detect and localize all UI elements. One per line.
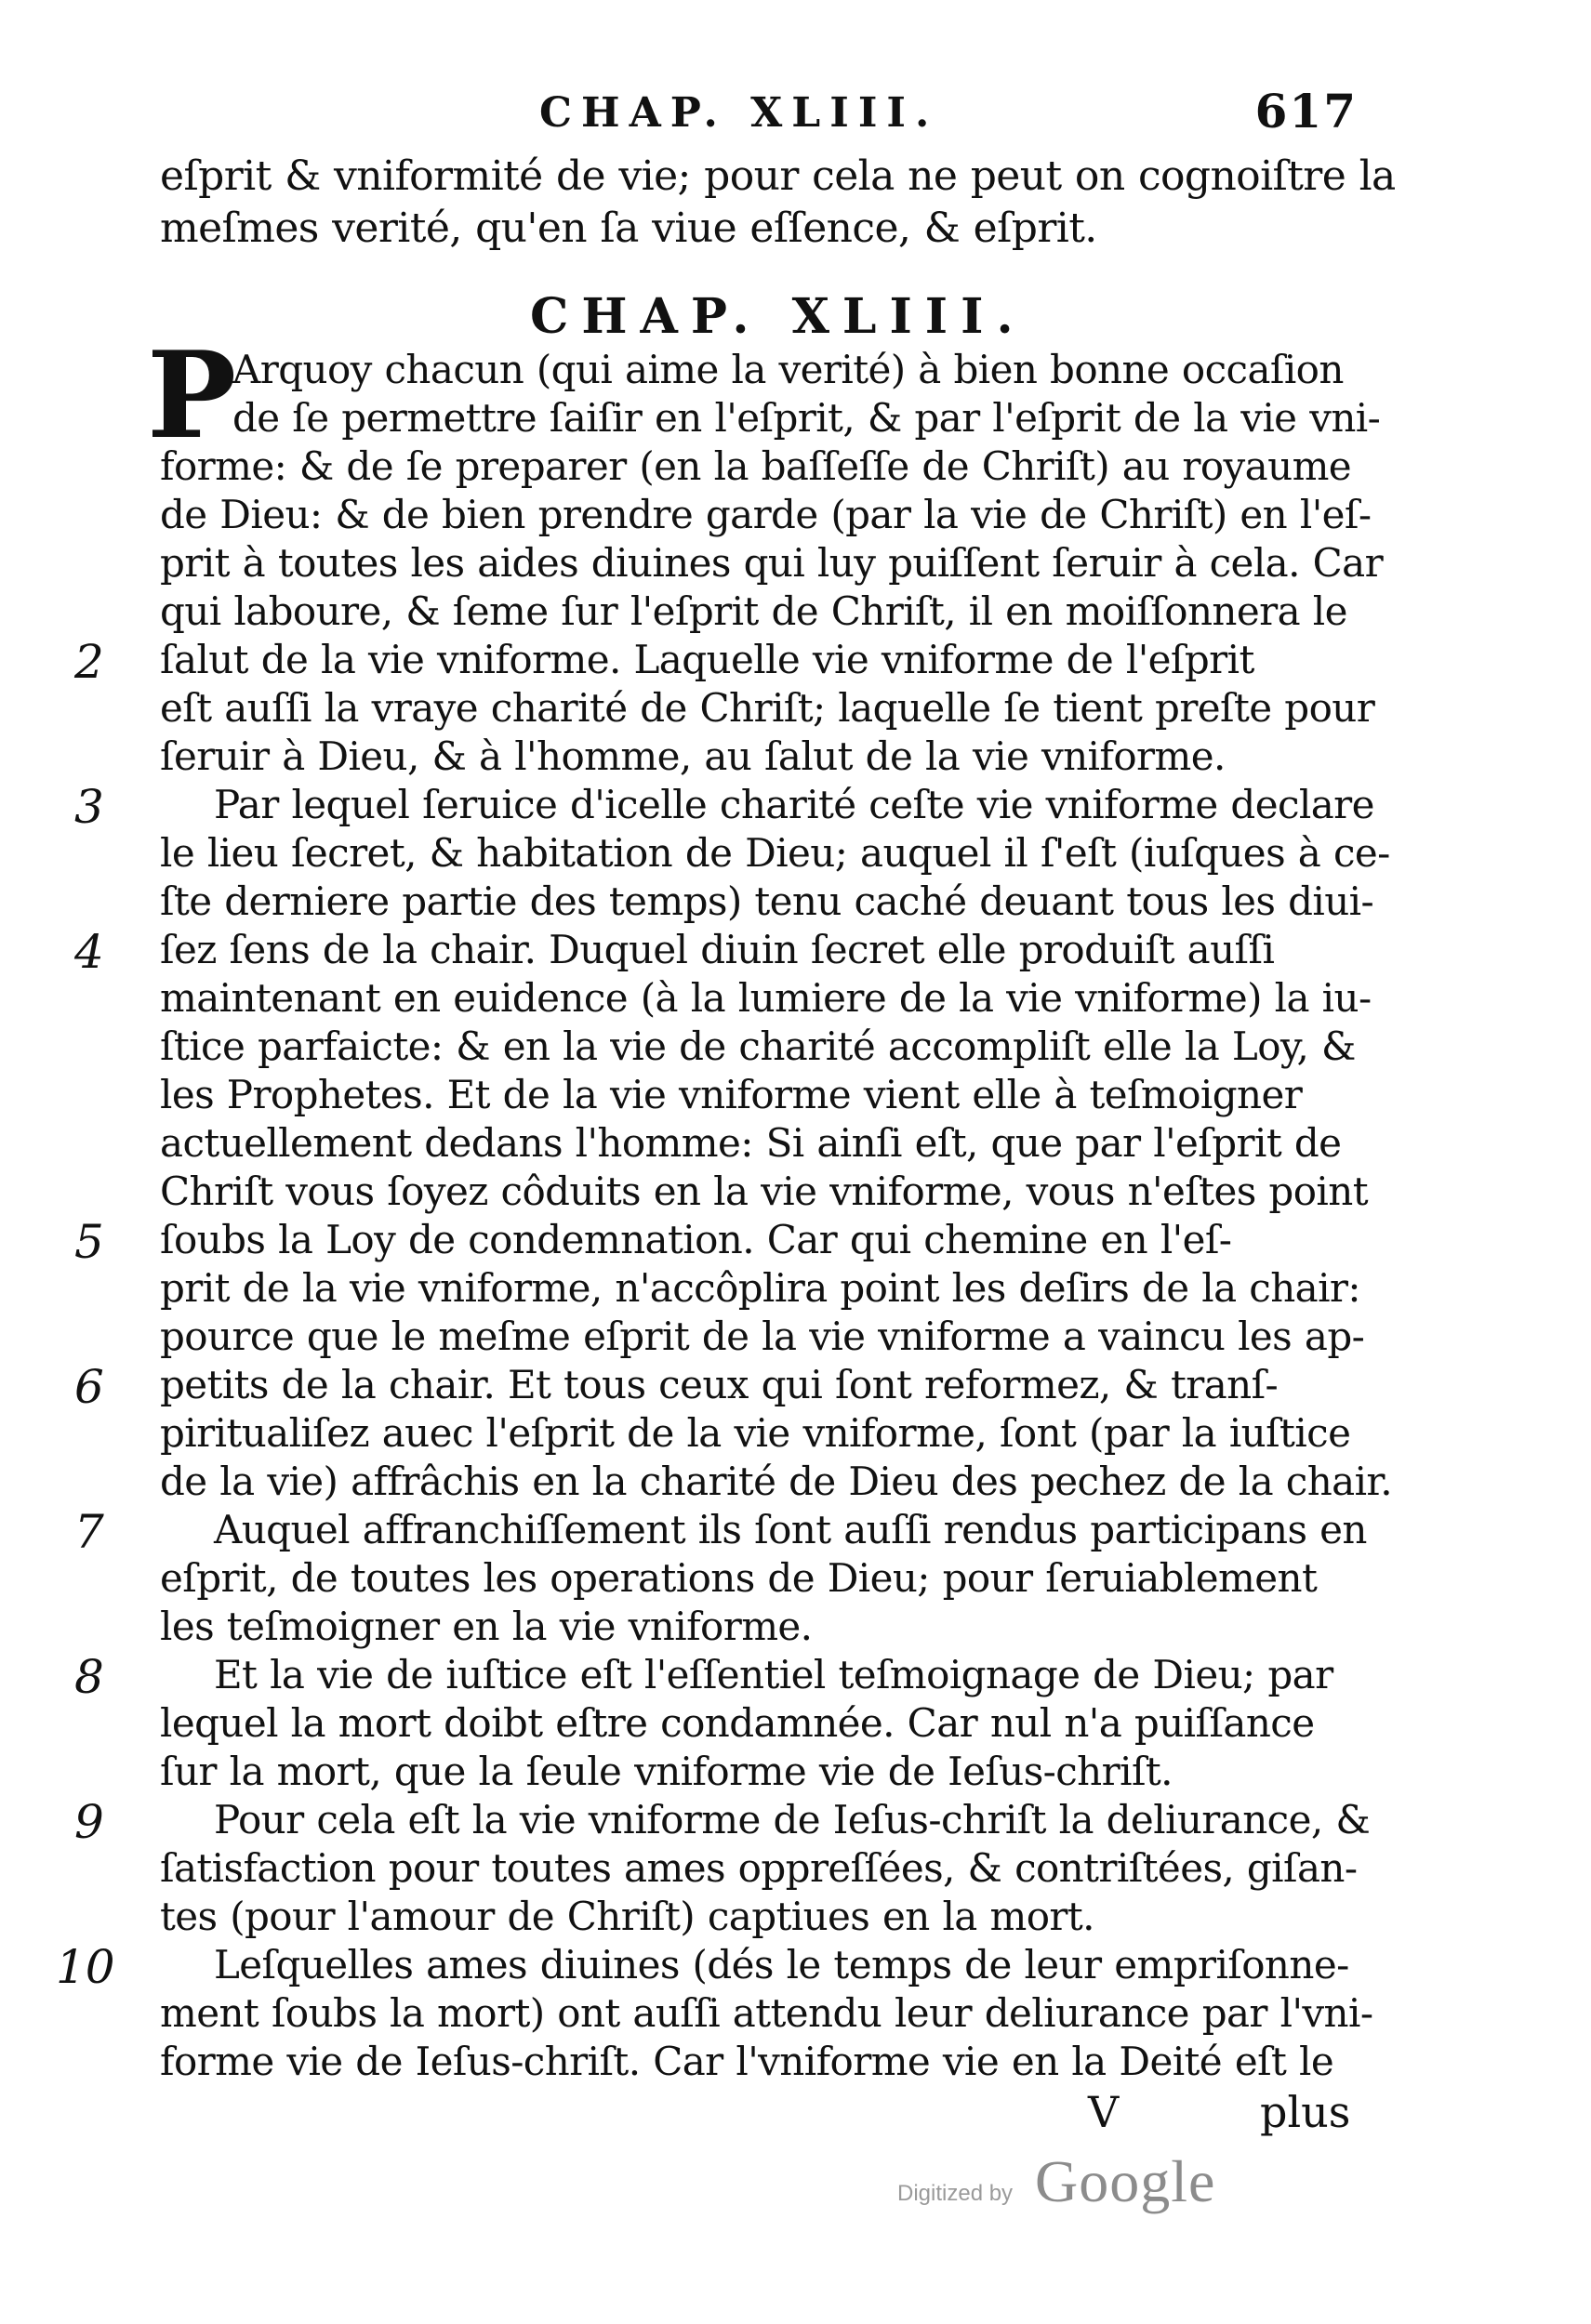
text-line: Auquel affranchiſſement ils ſont auſſi rendus participans en	[214, 1507, 1367, 1552]
text-line: Arquoy chacun (qui aime la verité) à bien bonne occaſion	[232, 347, 1344, 392]
text-line: le lieu ſecret, & habitation de Dieu; auquel il ſ'eſt (iuſques à ce-	[160, 830, 1390, 876]
text-line: de Dieu: & de bien prendre garde (par la vie de Chriſt) en l'eſ-	[160, 492, 1372, 537]
chapter-heading: CHAP. XLIII.	[530, 288, 1027, 345]
text-line: les Prophetes. Et de la vie vniforme vient elle à teſmoigner	[160, 1072, 1303, 1117]
text-line: eſt auſſi la vraye charité de Chriſt; laquelle ſe tient preſte pour	[160, 685, 1375, 731]
text-line: qui laboure, & ſeme ſur l'eſprit de Chriſt, il en moiſſonnera le	[160, 588, 1347, 634]
text-line: Leſquelles ames diuines (dés le temps de leur empriſonne-	[214, 1942, 1349, 1987]
text-line: de la vie) affrâchis en la charité de Dieu des pechez de la chair.	[160, 1459, 1393, 1504]
text-line: Et la vie de iuſtice eſt l'eſſentiel teſmoignage de Dieu; par	[214, 1652, 1333, 1697]
text-line: ſeruir à Dieu, & à l'homme, au ſalut de la vie vniforme.	[160, 733, 1226, 779]
page-number: 617	[1254, 84, 1358, 139]
text-line: petits de la chair. Et tous ceux qui ſont reformez, & tranſ-	[160, 1362, 1279, 1407]
text-line: ſez ſens de la chair. Duquel diuin ſecret elle produiſt auſſi	[160, 927, 1275, 972]
text-line: les teſmoigner en la vie vniforme.	[160, 1604, 813, 1649]
text-line: ſte derniere partie des temps) tenu caché deuant tous les diui-	[160, 878, 1374, 924]
running-title: CHAP. XLIII.	[539, 89, 939, 137]
text-line: prit à toutes les aides diuines qui luy puiſſent ſeruir à cela. Car	[160, 540, 1384, 586]
watermark-prefix: Digitized by	[897, 2181, 1014, 2206]
google-logo: Google	[1035, 2148, 1216, 2214]
text-line: eſprit & vniformité de vie; pour cela ne peut on cognoiſtre la	[160, 152, 1396, 200]
text-line: forme: & de ſe preparer (en la baſſeſſe de Chriſt) au royaume	[160, 443, 1352, 489]
drop-cap: P	[147, 326, 237, 466]
text-line: meſmes verité, qu'en ſa viue eſſence, & eſprit.	[160, 205, 1097, 252]
text-line: piritualiſez auec l'eſprit de la vie vniforme, ſont (par la iuſtice	[160, 1410, 1351, 1456]
verse-number: 8	[74, 1650, 104, 1704]
verse-number: 7	[74, 1505, 104, 1559]
text-line: Pour cela eſt la vie vniforme de Ieſus-chriſt la deliurance, &	[214, 1797, 1371, 1842]
text-line: ſatisfaction pour toutes ames oppreſſées, & contriſtées, giſan-	[160, 1845, 1358, 1891]
text-line: actuellement dedans l'homme: Si ainſi eſt, que par l'eſprit de	[160, 1120, 1342, 1166]
text-line: ſoubs la Loy de condemnation. Car qui chemine en l'eſ-	[160, 1217, 1232, 1262]
text-line: ment ſoubs la mort) ont auſſi attendu leur deliurance par l'vni-	[160, 1990, 1373, 2036]
text-line: prit de la vie vniforme, n'accôplira point les deſirs de la chair:	[160, 1265, 1360, 1311]
text-line: lequel la mort doibt eſtre condamnée. Car nul n'a puiſſance	[160, 1700, 1315, 1746]
text-line: forme vie de Ieſus-chriſt. Car l'vniforme vie en la Deité eſt le	[160, 2039, 1334, 2084]
text-line: ſtice parfaicte: & en la vie de charité accompliſt elle la Loy, &	[160, 1023, 1356, 1069]
verse-number: 10	[56, 1940, 115, 1994]
verse-number: 3	[74, 780, 104, 834]
signature-mark: V	[1088, 2087, 1120, 2137]
text-line: tes (pour l'amour de Chriſt) captiues en la mort.	[160, 1894, 1094, 1939]
text-line: maintenant en euidence (à la lumiere de la vie vniforme) la iu-	[160, 975, 1372, 1021]
text-line: ſalut de la vie vniforme. Laquelle vie vniforme de l'eſprit	[160, 637, 1254, 682]
digitization-watermark	[897, 2148, 1241, 2227]
text-line: Par lequel ſeruice d'icelle charité ceſte vie vniforme declare	[214, 782, 1374, 827]
text-line: de ſe permettre ſaiſir en l'eſprit, & par l'eſprit de la vie vni-	[232, 395, 1381, 441]
verse-number: 9	[74, 1795, 104, 1849]
text-line: Chriſt vous ſoyez côduits en la vie vniforme, vous n'eſtes point	[160, 1169, 1368, 1214]
text-line: eſprit, de toutes les operations de Dieu; pour ſeruiablement	[160, 1555, 1318, 1601]
verse-number: 5	[74, 1215, 104, 1269]
verse-number: 4	[74, 925, 104, 979]
running-head	[521, 84, 1358, 145]
verse-number: 2	[74, 635, 104, 689]
catchword: plus	[1260, 2087, 1351, 2137]
verse-number: 6	[74, 1360, 104, 1414]
text-line: pource que le meſme eſprit de la vie vniforme a vaincu les ap-	[160, 1314, 1365, 1359]
text-line: ſur la mort, que la ſeule vniforme vie de Ieſus-chriſt.	[160, 1749, 1173, 1794]
